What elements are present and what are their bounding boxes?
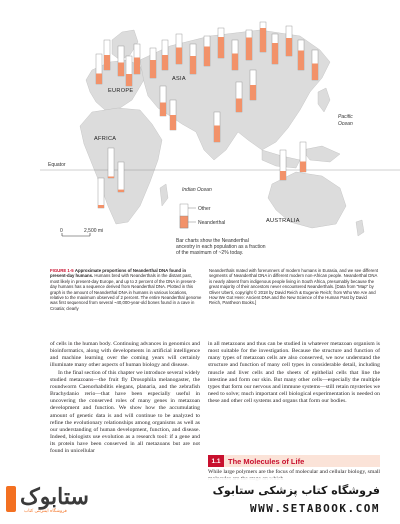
ancestry-bar-neanderthal — [162, 55, 168, 70]
caption-text-right: Neanderthals mated with forerunners of modern humans in Eurasia, and we see different segments of Neanderthal DNA in different modern non-African people. Neanderthal DNA is nearly absent from indigenous people living in South Africa, presumably because the great majority of their ancestors never encountered Neanderthals. [Data from "Map" by Oliver Uberti, copyright © 2018 by David Reich & Eugenie Reich; from Who We Are and How We Got Here: Ancient DNA and the New Science of the Human Past by David Reich, Pantheon Books.] — [209, 268, 379, 306]
ancestry-bar-neanderthal — [190, 56, 196, 74]
scale-zero: 0 — [60, 228, 63, 234]
legend — [176, 204, 266, 256]
ancestry-bar-outline — [118, 162, 124, 192]
ancestry-bar-outline — [108, 148, 114, 178]
ancestry-bar-neanderthal — [280, 171, 286, 180]
figure-number: FIGURE 1-5 — [50, 268, 74, 273]
ancestry-bar-neanderthal — [118, 63, 124, 77]
ancestry-bar-neanderthal — [232, 54, 238, 71]
figure-caption-left — [50, 268, 202, 311]
africa-label: AFRICA — [94, 136, 117, 142]
ancestry-bar-neanderthal — [134, 58, 140, 75]
ancestry-bar-neanderthal — [176, 48, 182, 65]
body-column-left — [50, 341, 200, 456]
legend-note-1: Bar charts show the Neanderthal — [176, 238, 249, 244]
body-paragraph: In the final section of this chapter we introduce several widely studied metazoans—the fruit fly Drosophila melanogaster, the roundworm Caenorhabditis elegans, planaria, and the zebrafish Brachydanio rerio—that have been especially useful in uncovering the conserved roles of many genes in metazoan development and function. We show how the accumulating amount of genetic data is and will continue to be analyzed to refine the evolutionary relationships among organisms as well as our understanding of human development, function, and disease. Indeed, biologists use evolution as a research tool: if a gene and its protein have been conserved in all metazoans but are not found in unicellular — [50, 369, 200, 455]
europe-label: EUROPE — [108, 88, 134, 94]
ancestry-bar-neanderthal — [300, 162, 306, 173]
ancestry-bar-neanderthal — [260, 28, 266, 52]
scale-distance: 2,500 mi — [84, 228, 104, 234]
watermark-url[interactable]: WWW.SETABOOK.COM — [250, 502, 380, 515]
ancestry-bar-neanderthal — [236, 99, 242, 113]
legend-neanderthal: Neanderthal — [198, 220, 226, 226]
section-number: 1.1 — [208, 455, 224, 467]
asia-label: ASIA — [172, 76, 186, 82]
scale-bar — [60, 228, 103, 236]
australia-label: AUSTRALIA — [266, 218, 300, 224]
equator-label: Equator — [48, 162, 66, 168]
ancestry-bar-neanderthal — [104, 55, 110, 70]
legend-other: Other — [198, 206, 211, 212]
pacific-label-2: Ocean — [338, 121, 353, 127]
ancestry-bar-neanderthal — [150, 60, 156, 78]
ancestry-bar-neanderthal — [218, 37, 224, 58]
watermark-title: فروشگاه کتاب پزشکی ستابوک — [212, 484, 380, 497]
watermark-brand: ستابوک — [20, 484, 89, 509]
ancestry-bar-neanderthal — [126, 74, 132, 86]
ancestry-bar-neanderthal — [170, 115, 176, 130]
ancestry-bar-neanderthal — [272, 43, 278, 64]
section-heading — [208, 455, 380, 467]
figure-title: Approximate proportions of Neanderthal DNA found in present-day humans. — [50, 268, 187, 279]
ancestry-bar-neanderthal — [246, 38, 252, 61]
ancestry-bar-neanderthal — [250, 85, 256, 100]
legend-note-2: ancestry in each population as a fraction — [176, 244, 266, 250]
ancestry-bar-neanderthal — [312, 64, 318, 81]
ancestry-bar-neanderthal — [214, 126, 220, 143]
ancestry-bar-neanderthal — [204, 47, 210, 67]
ancestry-bar-neanderthal — [286, 38, 292, 56]
body-paragraph: of cells in the human body. Continuing advances in genomics and bioinformatics, along with developments in artificial intelligence and machine learning over the coming years will certainly illuminate many other aspects of human biology and disease. — [50, 341, 200, 369]
section-title: The Molecules of Life — [228, 456, 305, 466]
ancestry-bar-neanderthal — [108, 177, 114, 179]
ancestry-bar-neanderthal — [118, 190, 124, 192]
indian-ocean-label: Indian Ocean — [182, 187, 212, 193]
watermark-logo-icon — [6, 486, 16, 512]
ancestry-bar-neanderthal — [160, 103, 166, 117]
ancestry-bar-neanderthal — [98, 205, 104, 208]
ancestry-bar-neanderthal — [96, 74, 102, 85]
body-paragraph: in all metazoans and thus can be studied in whatever metazoan organism is most suitable for the investigation. Because the structure and function of many types of metazoan cells are also conserved, we now understand the structure and function of many cell types in considerable detail, including muscle and liver cells and the sheets of epithelial cells that line the intestine and form our skin. But many other cells—especially the multiple types that form our nervous and immune systems—still retain mysteries we need to solve; much important cell biological experimentation is needed on these and other cell systems and organs that form our bodies. — [208, 341, 380, 405]
watermark-subtitle: فروشگاه اینترنتی کتاب — [24, 509, 67, 514]
body-column-right — [208, 341, 380, 405]
body-paragraph: While large polymers are the focus of molecular and cellular biology, small — [208, 469, 380, 475]
caption-text-left: Humans bred with Neanderthals in the distant past, most likely in present-day Europe, and up to 2 percent of the DNA in present-day humans has a sequence derived from Neanderthal DNA. Plotted in this graph is the amount of Neanderthal DNA in humans in various locations, relative to the maximum observed of 2 percent. The entire Neanderthal genome was first sequenced from several ~40,000-year-old bones found in a cave in Croatia; clearly — [50, 273, 202, 311]
pacific-label: Pacific — [338, 114, 353, 120]
legend-note-3: of the maximum of ~2% today. — [176, 250, 244, 256]
figure-caption-right — [209, 268, 379, 306]
legend-bar-neanderthal — [180, 216, 188, 228]
ancestry-bar-outline — [98, 178, 104, 208]
ancestry-bar-neanderthal — [298, 51, 304, 71]
